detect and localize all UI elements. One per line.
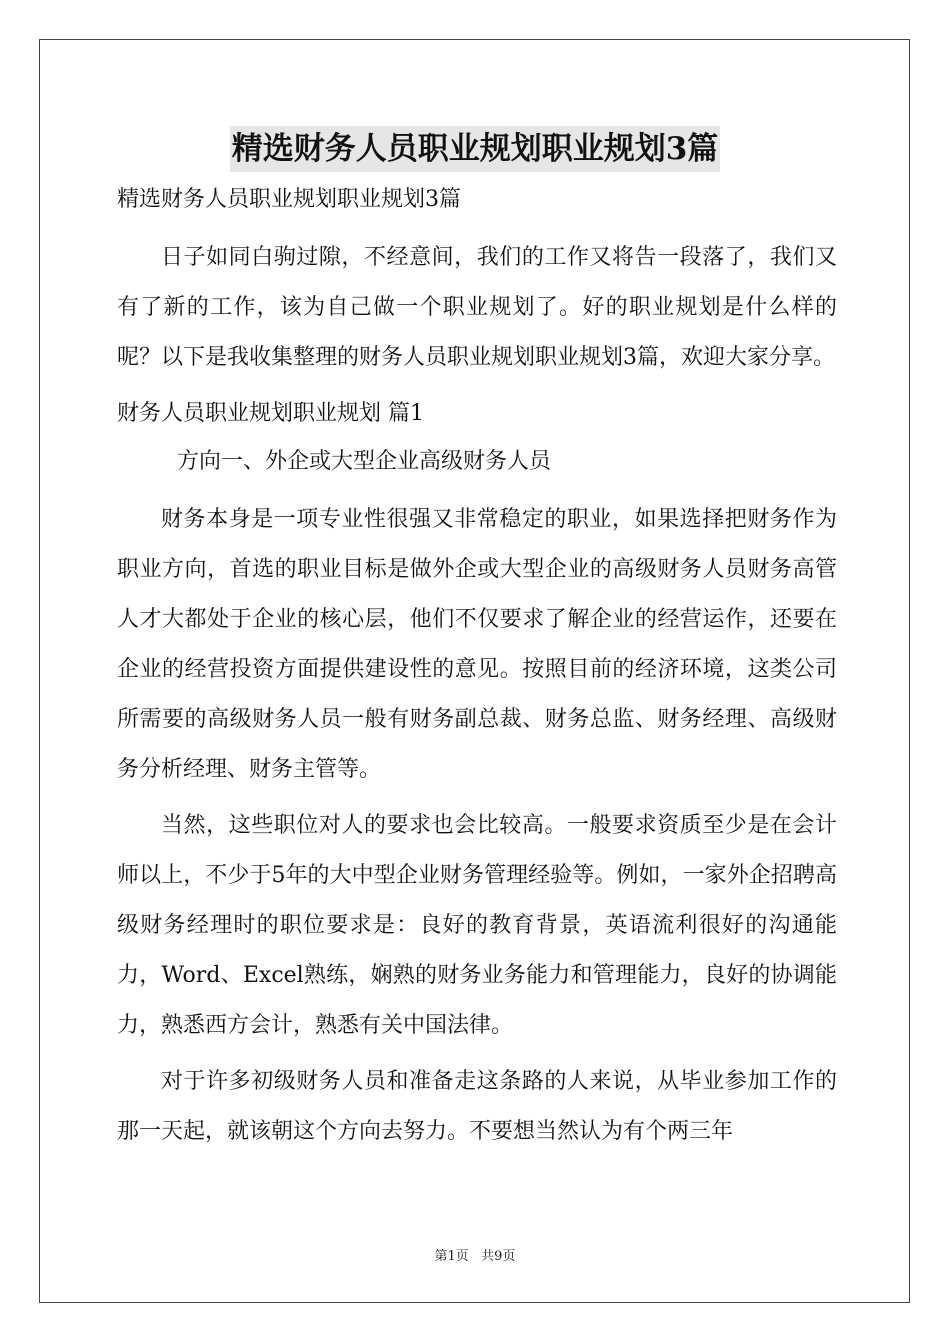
body-paragraph-1: 财务本身是一项专业性很强又非常稳定的职业，如果选择把财务作为职业方向，首选的职业目标是做外企或大型企业的高级财务人员财务高管人才大都处于企业的核心层，他们不仅要求了解企业的经营运作，还要在企业的经营投资方面提供建设性的意见。按照目前的经济环境，这类公司所需要的高级财务人员一般有财务副总裁、财务总监、财务经理、高级财务分析经理、财务主管等。	[117, 507, 837, 782]
document-title: 精选财务人员职业规划职业规划3篇	[230, 126, 721, 172]
intro-paragraph: 日子如同白驹过隙，不经意间，我们的工作又将告一段落了，我们又有了新的工作，该为自己做一个职业规划了。好的职业规划是什么样的呢？以下是我收集整理的财务人员职业规划职业规划3篇，欢迎大家分享。	[117, 245, 837, 370]
page-footer: 第1页 共9页	[434, 1249, 516, 1264]
body-paragraph-2: 当然，这些职位对人的要求也会比较高。一般要求资质至少是在会计师以上，不少于5年的大中型企业财务管理经验等。例如，一家外企招聘高级财务经理时的职位要求是：良好的教育背景，英语流利很好的沟通能力，Word、Excel熟练，娴熟的财务业务能力和管理能力，良好的协调能力，熟悉西方会计，熟悉有关中国法律。	[117, 813, 837, 1038]
section-heading: 财务人员职业规划职业规划 篇1	[117, 401, 424, 426]
document-body	[117, 182, 837, 1157]
document-subtitle: 精选财务人员职业规划职业规划3篇	[117, 187, 461, 212]
title-wrap	[0, 126, 950, 172]
direction-heading: 方向一、外企或大型企业高级财务人员	[177, 449, 552, 474]
body-paragraph-3: 对于许多初级财务人员和准备走这条路的人来说，从毕业参加工作的那一天起，就该朝这个方向去努力。不要想当然认为有个两三年	[117, 1069, 837, 1144]
